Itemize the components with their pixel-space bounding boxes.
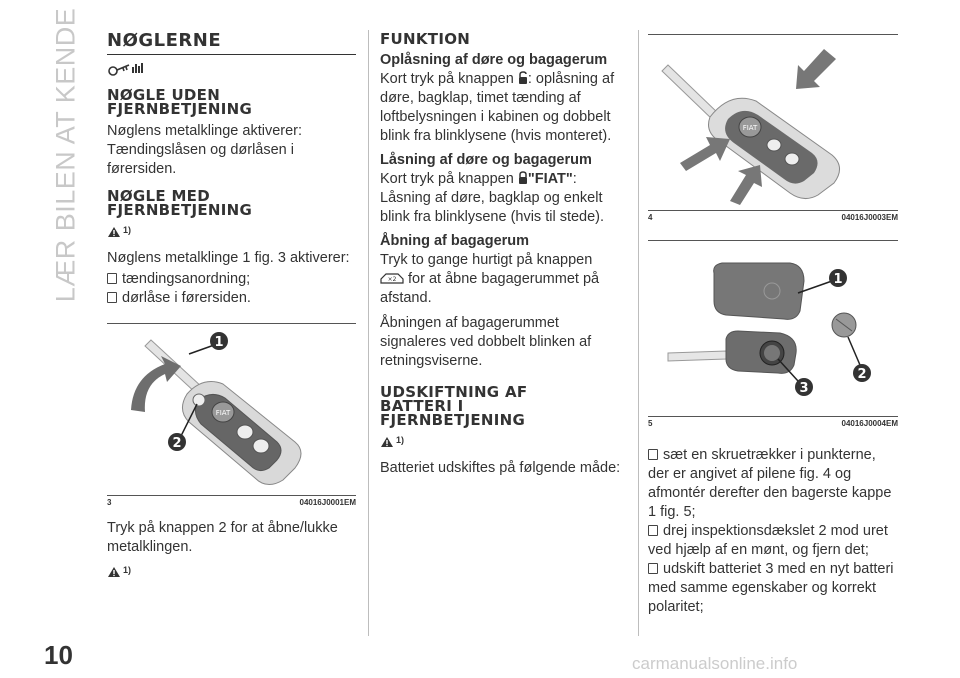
battery-intro-text: Batteriet udskiftes på følgende måde:: [380, 460, 621, 476]
heading-unlocking: Oplåsning af døre og bagagerum: [380, 52, 608, 68]
locking-text: [380, 170, 626, 227]
figure-code: 04016J0003EM: [841, 213, 898, 222]
text-run: : Låsning af døre, bagklap og enkelt blink fra blinklysene (hvis til stede).: [380, 171, 605, 225]
text-run: "FIAT": [527, 171, 573, 187]
footer-watermark: carmanualsonline.info: [632, 654, 798, 673]
column-divider: [638, 30, 639, 636]
lock-icon: [518, 171, 528, 185]
warning-reference: [380, 435, 404, 453]
checkbox-bullet-icon: [648, 449, 658, 460]
x2-label: ×2: [387, 276, 397, 283]
column-1: [107, 30, 356, 589]
figure-number: 3: [107, 498, 112, 507]
chapter-title: LÆR BILEN AT KENDE: [50, 7, 81, 303]
unlock-icon: [518, 71, 528, 85]
list-item: [648, 560, 898, 617]
heading-line: FJERNBETJENING: [107, 100, 253, 118]
text-run: : oplåsning af døre, bagklap, timet tænding af loftbelysningen i kabinen og dobbelt blink fra blinklysene (hvis monteret).: [380, 71, 615, 144]
heading-line: BATTERI I: [380, 397, 464, 415]
flip-key-illustration: [107, 324, 356, 490]
heading-line: FJERNBETJENING: [107, 201, 253, 219]
heading-line: NØGLE UDEN: [107, 86, 221, 104]
heading-key-with-remote: [107, 189, 356, 217]
battery-replacement-illustration: [648, 241, 898, 411]
text-run: Kort tryk på knappen: [380, 71, 514, 87]
callout-1: 1: [214, 335, 224, 350]
callout-1: 1: [833, 272, 843, 287]
heading-line: NØGLE MED: [107, 187, 210, 205]
list-item: [648, 446, 898, 522]
list-item: [107, 270, 356, 289]
column-2: [380, 30, 626, 484]
warning-triangle-icon: [107, 226, 121, 238]
warning-ref-number: 1): [396, 435, 405, 445]
callout-3: 3: [799, 381, 809, 396]
key-with-remote-text: Nøglens metalklinge 1 fig. 3 aktiverer:: [107, 250, 350, 266]
warning-reference: [107, 565, 131, 583]
battery-steps-list: [648, 446, 898, 617]
text-run: Kort tryk på knappen: [380, 171, 514, 187]
column-3: [648, 30, 898, 617]
key-symbol-icon: [107, 61, 356, 82]
checkbox-bullet-icon: [107, 292, 117, 303]
section-title-keys: NØGLERNE: [107, 30, 356, 55]
heading-key-without-remote: [107, 88, 356, 116]
warning-ref-number: 1): [123, 225, 132, 235]
unlocking-text: [380, 70, 626, 146]
figure-4: [648, 34, 898, 222]
text-run: Tryk to gange hurtigt på knappen: [380, 252, 593, 268]
checkbox-bullet-icon: [107, 273, 117, 284]
trunk-double-press-icon: [380, 271, 404, 285]
figure-3: [107, 323, 356, 507]
warning-reference: [107, 225, 131, 243]
fiat-logo-text: FIAT: [215, 409, 231, 417]
figure-code: 04016J0001EM: [299, 498, 356, 507]
list-item-text: tændingsanordning;: [122, 271, 251, 287]
heading-line: UDSKIFTNING AF: [380, 383, 528, 401]
list-item-text: drej inspektionsdækslet 2 mod uret ved hjælp af en mønt, og fjern det;: [648, 523, 888, 558]
list-item: [648, 522, 898, 560]
warning-triangle-icon: [107, 566, 121, 578]
trunk-opening-text: [380, 251, 626, 308]
heading-trunk-opening: Åbning af bagagerum: [380, 233, 530, 249]
figure-code: 04016J0004EM: [841, 419, 898, 428]
callout-2: 2: [172, 436, 182, 451]
list-item: [107, 289, 356, 308]
checkbox-bullet-icon: [648, 525, 658, 536]
list-item-text: udskift batteriet 3 med en nyt batteri med samme egenskaber og korrekt polaritet;: [648, 561, 894, 615]
figure-5: [648, 240, 898, 428]
fiat-logo-text: FIAT: [742, 124, 758, 132]
key-without-remote-text: Nøglens metalklinge aktiverer: Tændingslåsen og dørlåsen i førersiden.: [107, 123, 303, 177]
callout-2: 2: [857, 367, 867, 382]
heading-battery-replacement: [380, 385, 626, 427]
list-item-text: dørlåse i førersiden.: [122, 290, 251, 306]
column-divider: [368, 30, 369, 636]
warning-triangle-icon: [380, 436, 394, 448]
list-item-text: sæt en skruetrækker i punkterne, der er angivet af pilene fig. 4 og afmontér derefter den bagerste kappe 1 fig. 5;: [648, 447, 892, 520]
chapter-sidebar: [38, 7, 94, 303]
heading-function: FUNKTION: [380, 30, 471, 48]
page-number: 10: [44, 640, 73, 670]
heading-line: FJERNBETJENING: [380, 411, 526, 429]
text-run: for at åbne bagagerummet på afstand.: [380, 271, 600, 306]
key-with-arrows-illustration: [648, 35, 898, 205]
figure-number: 4: [648, 213, 653, 222]
warning-ref-number: 1): [123, 565, 132, 575]
heading-locking: Låsning af døre og bagagerum: [380, 152, 592, 168]
trunk-signal-text: Åbningen af bagagerummet signaleres ved dobbelt blinken af retningsviserne.: [380, 315, 592, 369]
figure-number: 5: [648, 419, 653, 428]
open-blade-text: Tryk på knappen 2 for at åbne/lukke metalklingen.: [107, 520, 338, 555]
checkbox-bullet-icon: [648, 563, 658, 574]
